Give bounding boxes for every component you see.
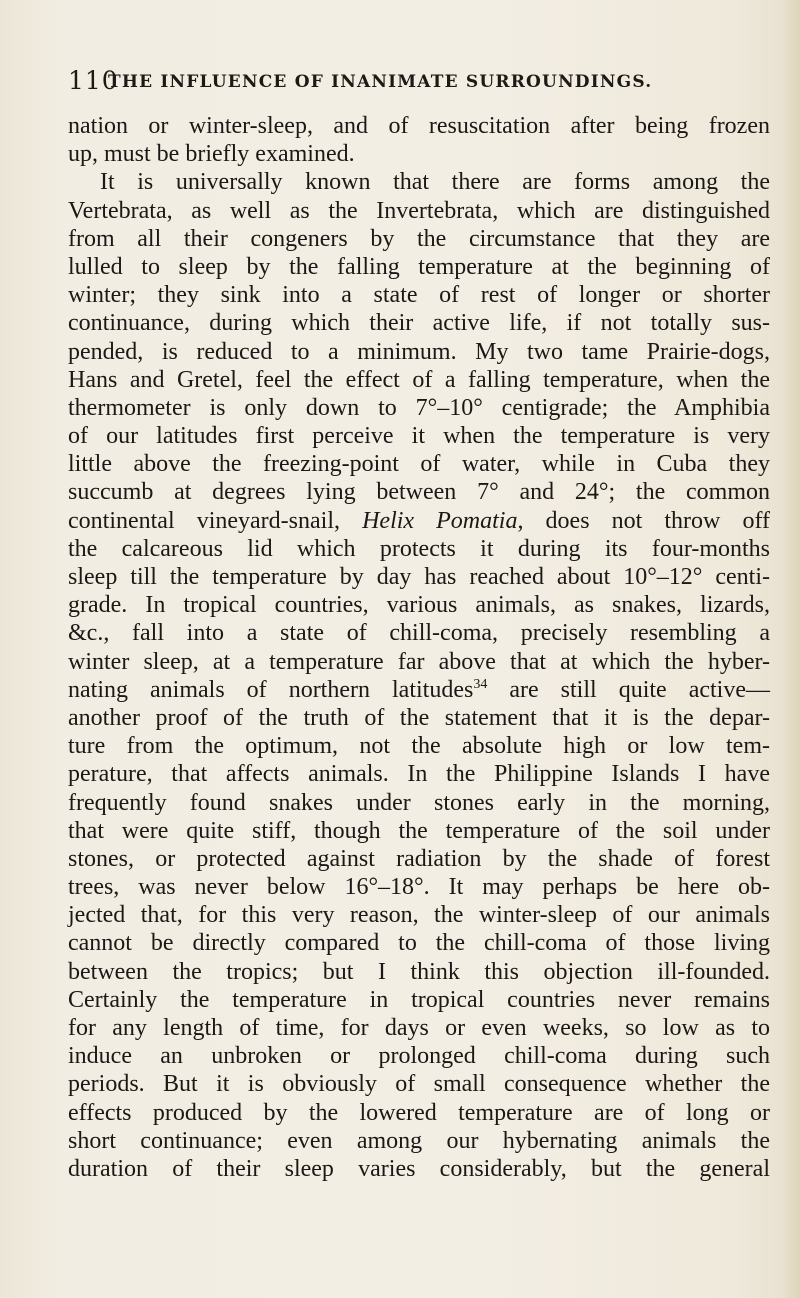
text-line: It is universally known that there are forms among the [100,169,770,196]
footnote-marker: 34 [473,676,488,692]
text-line: lulled to sleep by the falling temperature at the beginning of [68,253,770,280]
text-line: winter sleep, at a temperature far above that at which the hyber- [68,648,770,675]
running-head [68,66,768,96]
text-line: induce an unbroken or prolonged chill-coma during such [68,1043,770,1070]
text-line: trees, was never below 16°–18°. It may perhaps be here ob- [68,874,770,901]
text-line: perature, that affects animals. In the Philippine Islands I have [68,761,770,788]
running-head-title: THE INFLUENCE OF INANIMATE SURROUNDINGS. [108,72,653,92]
text-line: frequently found snakes under stones early in the morning, [68,789,770,816]
text-line: succumb at degrees lying between 7° and 24°; the common [68,479,770,506]
text-line: stones, or protected against radiation by the shade of forest [68,845,770,872]
species-name: Helix Pomatia [362,507,518,534]
text-line-with-footnote [68,676,770,704]
text-line: periods. But it is obviously of small consequence whether the [68,1071,770,1098]
text-line-with-italic [68,507,770,535]
text-line: cannot be directly compared to the chill-coma of those living [68,930,770,957]
text-line: ture from the optimum, not the absolute high or low tem- [68,733,770,760]
text-line: nation or winter-sleep, and of resuscitation after being frozen [68,113,770,139]
text-line: effects produced by the lowered temperature are of long or [68,1099,770,1126]
text-line: Certainly the temperature in tropical countries never remains [68,986,770,1013]
text-line: Hans and Gretel, feel the effect of a falling temperature, when the [68,366,770,393]
text-line: from all their congeners by the circumstance that they are [68,225,770,252]
text-line: pended, is reduced to a minimum. My two tame Prairie-dogs, [68,338,770,365]
text-line: short continuance; even among our hybernating animals the [68,1127,770,1154]
text-line: that were quite stiff, though the temperature of the soil under [68,817,770,844]
text-line: continuance, during which their active life, if not totally sus- [68,310,770,337]
text-line: jected that, for this very reason, the winter-sleep of our animals [68,902,770,929]
text-line: between the tropics; but I think this objection ill-founded. [68,958,770,985]
text-run: continental vineyard-snail, [68,507,363,534]
text-run: nating animals of northern latitudes [68,676,474,703]
text-line: the calcareous lid which protects it during its four-months [68,535,770,562]
text-line: sleep till the temperature by day has reached about 10°–12° centi- [68,564,770,590]
body-text [68,112,770,1183]
text-line: another proof of the truth of the statement that it is the depar- [68,704,770,731]
text-line: grade. In tropical countries, various animals, as snakes, lizards, [68,592,770,619]
text-run: , does not throw off [517,507,770,534]
text-line: &c., fall into a state of chill-coma, precisely resembling a [68,620,770,647]
text-line: up, must be briefly examined. [68,141,355,168]
text-line: thermometer is only down to 7°–10° centigrade; the Amphibia [68,394,770,421]
text-run: are still quite active— [487,676,770,703]
page-edge-shadow [782,0,800,1298]
text-line: duration of their sleep varies considerably, but the general [68,1155,770,1182]
text-line: for any length of time, for days or even weeks, so low as to [68,1015,770,1041]
text-line: little above the freezing-point of water, while in Cuba they [68,451,770,478]
text-line: winter; they sink into a state of rest of longer or shorter [68,282,770,309]
page-number: 110 [68,66,119,95]
text-line: Vertebrata, as well as the Invertebrata, which are distinguished [68,197,770,224]
text-line: of our latitudes first perceive it when the temperature is very [68,423,770,450]
